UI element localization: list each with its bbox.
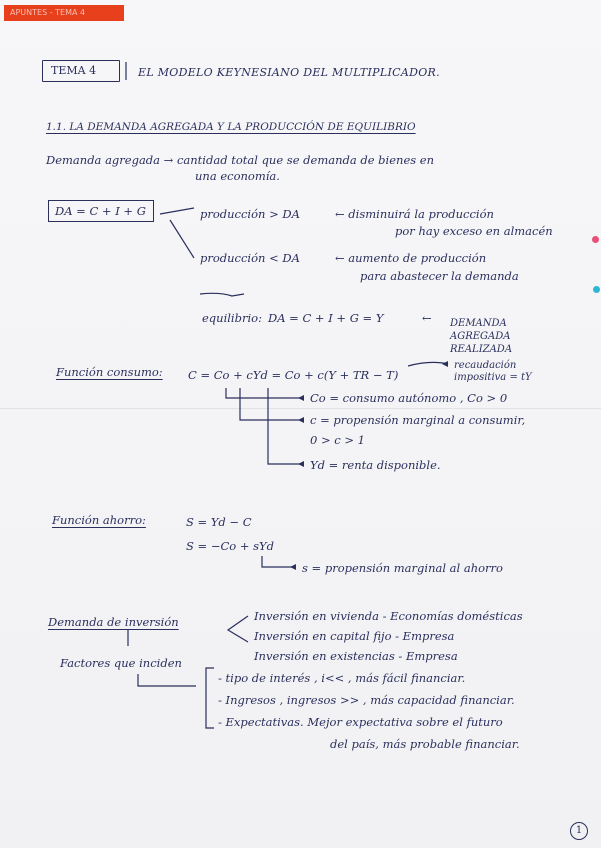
factores-bracket [138, 674, 196, 686]
case2-condition: producción < DA [200, 251, 300, 265]
arrowhead-5 [442, 361, 448, 367]
consumo-item-autonomo: Co = consumo autónomo , Co > 0 [310, 391, 508, 405]
da-branch-top [160, 208, 194, 214]
consumo-item-propension: c = propensión marginal a consumir, [310, 413, 526, 427]
equilibrio-label: equilibrio: [202, 311, 262, 325]
inversion-type1: Inversión en vivienda - Economías domésticas [254, 609, 523, 623]
consumo-formula: C = Co + cYd = Co + c(Y + TR − T) [188, 368, 399, 382]
squiggle [200, 293, 244, 296]
consumo-bracket-2 [240, 388, 304, 420]
page-title: EL MODELO KEYNESIANO DEL MULTIPLICADOR. [138, 66, 440, 79]
recaudacion-line1: recaudación [454, 360, 517, 371]
ahorro-label: Función ahorro: [52, 513, 146, 527]
factor-expectativas-cont: del país, más probable financiar. [330, 737, 520, 751]
ahorro-item: s = propensión marginal al ahorro [302, 561, 503, 575]
demanda-definition-line1: Demanda agregada → cantidad total que se demanda de bienes en [46, 153, 435, 167]
demanda-definition-line2: una economía. [195, 169, 280, 183]
consumo-item-range: 0 > c > 1 [310, 433, 365, 447]
equilibrio-note2: AGREGADA [450, 331, 511, 342]
header-tab: APUNTES - TEMA 4 [4, 5, 124, 21]
equilibrio-note1: DEMANDA [450, 318, 507, 329]
case2-note: para abastecer la demanda [360, 269, 519, 283]
consumo-bracket-3 [268, 388, 304, 464]
equilibrio-note3: REALIZADA [450, 344, 513, 355]
case2-result: ← aumento de producción [335, 251, 487, 265]
factores-label: Factores que inciden [60, 656, 182, 670]
da-branch-bottom [170, 220, 194, 258]
inversion-brace [228, 616, 248, 642]
consumo-bracket-1 [226, 388, 304, 398]
tema-label: TEMA 4 [51, 64, 97, 77]
ahorro-bracket [262, 556, 296, 567]
factor-ingresos: - Ingresos , ingresos >> , más capacidad financiar. [218, 693, 515, 707]
consumo-item-renta: Yd = renta disponible. [310, 458, 441, 472]
da-formula: DA = C + I + G [55, 204, 146, 218]
page-number: 1 [570, 822, 588, 840]
factor-interes: - tipo de interés , i<< , más fácil financiar. [218, 671, 466, 685]
inversion-label: Demanda de inversión [48, 615, 179, 629]
recaudacion-line2: impositiva = tY [454, 372, 532, 383]
arrowhead-2 [298, 417, 304, 423]
factores-brace [206, 668, 214, 728]
equilibrio-arrow: ← [422, 311, 432, 325]
recaudacion-arrow [408, 362, 448, 366]
section-title: 1.1. LA DEMANDA AGREGADA Y LA PRODUCCIÓN DE EQUILIBRIO [46, 121, 416, 133]
factor-expectativas: - Expectativas. Mejor expectativa sobre el futuro [218, 715, 503, 729]
case1-condition: producción > DA [200, 207, 300, 221]
consumo-label: Función consumo: [56, 365, 163, 379]
arrowhead-3 [298, 461, 304, 467]
inversion-type3: Inversión en existencias - Empresa [254, 649, 458, 663]
ahorro-formula1: S = Yd − C [186, 515, 252, 529]
arrowhead-1 [298, 395, 304, 401]
case1-result: ← disminuirá la producción [335, 207, 494, 221]
arrowhead-4 [290, 564, 296, 570]
case1-note: por hay exceso en almacén [395, 224, 553, 238]
ahorro-formula2: S = −Co + sYd [186, 539, 274, 553]
equilibrio-formula: DA = C + I + G = Y [268, 311, 384, 325]
inversion-type2: Inversión en capital fijo - Empresa [254, 629, 455, 643]
